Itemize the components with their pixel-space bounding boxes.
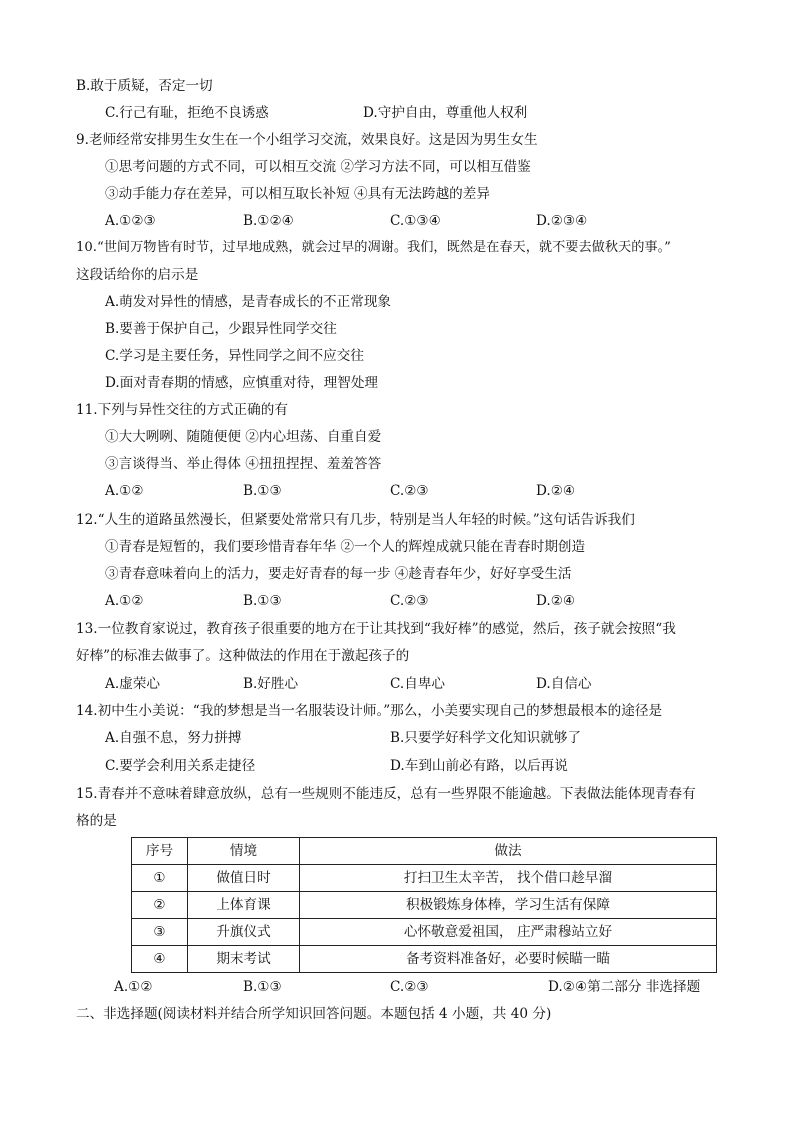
option-q15-c: C.②③ [390,979,429,995]
table-cell: ④ [132,946,188,973]
table-cell: ② [132,892,188,919]
table-row [132,946,717,973]
option-q14-b: B.只要学好科学文化知识就够了 [390,730,582,746]
option-q9-c: C.①③④ [390,213,441,229]
table-row [132,865,717,892]
question-12-stem: 12.“人生的道路虽然漫长，但紧要处常常只有几步，特别是当人年轻的时候。”这句话告诉我们 [76,512,635,528]
option-q11-d: D.②④ [536,483,576,499]
table-row [132,892,717,919]
question-10-stem-2: 这段话给你的启示是 [76,267,199,283]
option-q12-d: D.②④ [536,593,576,609]
table-cell: ③ [132,919,188,946]
option-q8-c: C.行己有耻，拒绝不良诱惑 [105,105,269,121]
option-q14-a: A.自强不息，努力拼搏 [105,730,242,746]
table-cell: 期末考试 [188,946,300,973]
question-11-stem: 11.下列与异性交往的方式正确的有 [76,402,288,418]
question-9-statements-1: ①思考问题的方式不同，可以相互交流 ②学习方法不同，可以相互借鉴 [105,159,531,175]
option-q12-b: B.①③ [243,593,282,609]
option-q14-d: D.车到山前必有路，以后再说 [390,758,568,774]
table-cell: 备考资料准备好，必要时候瞄一瞄 [300,946,717,973]
table-header-cell: 做法 [300,838,717,865]
question-15-stem-1: 15.青春并不意味着肆意放纵，总有一些规则不能违反，总有一些界限不能逾越。下表做法能体现青春有 [76,786,696,802]
option-q13-b: B.好胜心 [243,676,299,692]
question-12-statements-1: ①青春是短暂的，我们要珍惜青春年华 ②一个人的辉煌成就只能在青春时期创造 [105,539,586,555]
option-q15-a: A.①② [114,979,153,995]
option-q8-b: B.敢于质疑，否定一切 [76,78,213,94]
option-q9-a: A.①②③ [105,213,156,229]
option-q10-c: C.学习是主要任务，异性同学之间不应交往 [105,348,364,364]
section-heading-part-2: 二、非选择题(阅读材料并结合所学知识回答问题。本题包括 4 小题，共 40 分) [76,1006,552,1022]
question-10-stem-1: 10.“世间万物皆有时节，过早地成熟，就会过早的凋谢。我们，既然是在春天，就不要去做秋天的事。” [76,240,671,255]
question-13-stem-1: 13.一位教育家说过，教育孩子很重要的地方在于让其找到“我好棒”的感觉，然后，孩子就会按照“我 [76,621,676,637]
option-q13-c: C.自卑心 [390,676,446,692]
table-row [132,919,717,946]
option-q10-d: D.面对青春期的情感，应慎重对待，理智处理 [105,375,379,391]
question-14-stem: 14.初中生小美说：“我的梦想是当一名服装设计师。”那么，小美要实现自己的梦想最根本的途径是 [76,703,663,719]
option-q13-d: D.自信心 [536,676,592,692]
table-cell: 积极锻炼身体棒，学习生活有保障 [300,892,717,919]
question-12-statements-2: ③青春意味着向上的活力，要走好青春的每一步 ④趁青春年少，好好享受生活 [105,566,572,582]
option-q10-a: A.萌发对异性的情感，是青春成长的不正常现象 [105,294,392,310]
question-9-stem: 9.老师经常安排男生女生在一个小组学习交流，效果良好。这是因为男生女生 [76,132,538,148]
table-cell: 升旗仪式 [188,919,300,946]
question-9-statements-2: ③动手能力存在差异，可以相互取长补短 ④具有无法跨越的差异 [105,186,490,202]
option-q15-d: D.②④第二部分 非选择题 [548,979,701,995]
table-cell: 心怀敬意爱祖国， 庄严肃穆站立好 [300,919,717,946]
table-cell: 打扫卫生太辛苦， 找个借口趁早溜 [300,865,717,892]
option-q11-a: A.①② [105,483,144,499]
question-15-table [131,837,717,973]
table-cell: ① [132,865,188,892]
option-q12-a: A.①② [105,593,144,609]
question-11-statements-2: ③言谈得当、举止得体 ④扭扭捏捏、羞羞答答 [105,456,382,472]
table-header-cell: 序号 [132,838,188,865]
option-q9-b: B.①②④ [243,213,294,229]
table-cell: 做值日时 [188,865,300,892]
option-q10-b: B.要善于保护自己，少跟异性同学交往 [105,321,337,337]
question-13-stem-2: 好棒”的标准去做事了。这种做法的作用在于激起孩子的 [76,648,410,664]
table-cell: 上体育课 [188,892,300,919]
option-q15-b: B.①③ [243,979,282,995]
option-q11-c: C.②③ [390,483,429,499]
option-q12-c: C.②③ [390,593,429,609]
option-q9-d: D.②③④ [536,213,588,229]
option-q14-c: C.要学会利用关系走捷径 [105,758,256,774]
table-header-cell: 情境 [188,838,300,865]
option-q8-d: D.守护自由，尊重他人权利 [363,105,528,121]
option-q13-a: A.虚荣心 [105,676,160,692]
table-header-row [132,838,717,865]
question-11-statements-1: ①大大咧咧、随随便便 ②内心坦荡、自重自爱 [105,429,382,445]
question-15-stem-2: 格的是 [76,813,117,829]
option-q11-b: B.①③ [243,483,282,499]
